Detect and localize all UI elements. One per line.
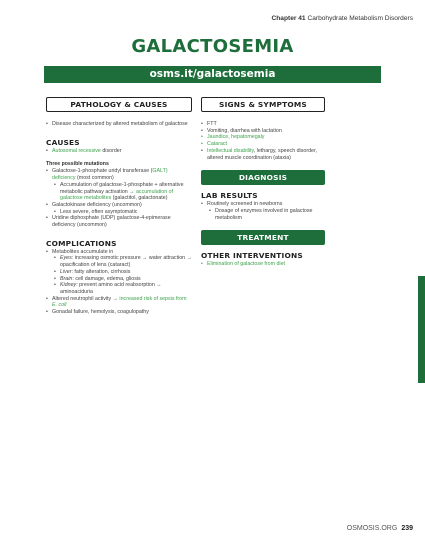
causes-heading: CAUSES xyxy=(46,137,80,147)
text: : fatty alteration, cirrhosis xyxy=(71,268,131,275)
text: Eyes xyxy=(60,255,72,262)
highlight-text: accumulation of galactose metabolites xyxy=(60,188,174,202)
highlight-text: E. coli xyxy=(52,302,67,309)
interventions-list xyxy=(201,261,325,268)
list-item xyxy=(46,276,192,283)
list-item xyxy=(46,255,192,268)
lab-results-heading: LAB RESULTS xyxy=(201,191,258,201)
list-item: • Vomiting, diarrhea with lactation xyxy=(201,128,325,135)
diagnosis-heading: DIAGNOSIS xyxy=(201,170,325,185)
other-interventions-heading: OTHER INTERVENTIONS xyxy=(201,251,303,261)
page-number: 239 xyxy=(401,525,413,532)
text: Brain xyxy=(60,275,73,282)
text: : prevent amino acid reabsorption → aminoaciduria xyxy=(60,282,162,295)
list-item: • Jaundice, hepatomegaly xyxy=(201,134,325,141)
highlight-text: increased risk of sepsis from xyxy=(119,295,187,302)
highlight-text: Autosomal recessive xyxy=(52,147,101,154)
list-item: • Less severe, often asymptomatic xyxy=(46,209,192,216)
list-item xyxy=(46,168,192,181)
url-link[interactable]: osms.it/galactosemia xyxy=(149,68,276,80)
text: Accumulation of galactose-1-phosphate + alternative metabolic pathway activation → xyxy=(60,181,184,195)
site-name: OSMOSIS.ORG xyxy=(346,525,398,532)
list-item: • Routinely screened in newborns xyxy=(201,201,325,208)
left-column xyxy=(46,97,192,316)
list-item xyxy=(201,148,325,161)
signs-heading: SIGNS & SYMPTOMS xyxy=(201,97,325,112)
text: : cell damage, edema, gliosis xyxy=(72,275,141,282)
signs-list xyxy=(201,121,325,161)
url-banner[interactable] xyxy=(44,66,381,83)
list-item xyxy=(46,182,192,202)
right-column xyxy=(201,97,325,268)
highlight-text: Intellectual disability xyxy=(207,147,254,154)
lab-results-list xyxy=(201,201,325,221)
list-item: • Metabolites accumulate in xyxy=(46,249,192,256)
text: disorder xyxy=(100,147,122,154)
chapter-title: Carbohydrate Metabolism Disorders xyxy=(307,15,413,22)
list-item xyxy=(46,282,192,295)
causes-list xyxy=(46,148,192,155)
text: Kidney xyxy=(60,282,77,289)
list-item xyxy=(46,296,192,309)
mutations-heading: Three possible mutations xyxy=(46,161,109,168)
text: (galactitol, galactonate) xyxy=(111,195,168,202)
chapter-header xyxy=(272,15,413,22)
list-item: • Disease characterized by altered metabolism of galactose xyxy=(46,121,192,128)
chapter-label: Chapter 41 xyxy=(271,15,306,22)
text: (most common) xyxy=(75,175,114,182)
treatment-heading: TREATMENT xyxy=(201,230,325,245)
list-item: • Galactokinase deficiency (uncommon) xyxy=(46,202,192,209)
page-title: GALACTOSEMIA xyxy=(131,36,294,57)
list-item: • Elimination of galactose from diet xyxy=(201,261,325,268)
list-item: • Dosage of enzymes involved in galactose metabolism xyxy=(201,208,325,221)
text: Galactose-1-phosphate uridyl transferase ( xyxy=(52,168,153,175)
complications-list xyxy=(46,249,192,316)
list-item xyxy=(46,148,192,155)
text: Altered neutrophil activity → xyxy=(52,295,120,302)
text: Liver xyxy=(60,268,72,275)
pathology-intro-list xyxy=(46,121,192,128)
text: : increasing osmotic pressure → water attraction → opacification of lens (cataract) xyxy=(60,255,192,269)
pathology-heading: PATHOLOGY & CAUSES xyxy=(46,97,192,112)
list-item: • FTT xyxy=(201,121,325,128)
chapter-side-tab xyxy=(418,276,425,383)
list-item: • Gonadal failure, hemolysis, coagulopathy xyxy=(46,309,192,316)
list-item xyxy=(46,269,192,276)
highlight-text: GALT) deficiency xyxy=(52,168,168,182)
list-item: • Uridine diphosphate (UDP) galactose-4-epimerase deficiency (uncommon) xyxy=(46,215,192,228)
list-item: • Cataract xyxy=(201,141,325,148)
page-footer xyxy=(347,525,413,532)
text: , lethargy, speech disorder, altered muscle coordination (ataxia) xyxy=(207,147,317,161)
mutations-list xyxy=(46,168,192,228)
complications-heading: COMPLICATIONS xyxy=(46,238,117,248)
